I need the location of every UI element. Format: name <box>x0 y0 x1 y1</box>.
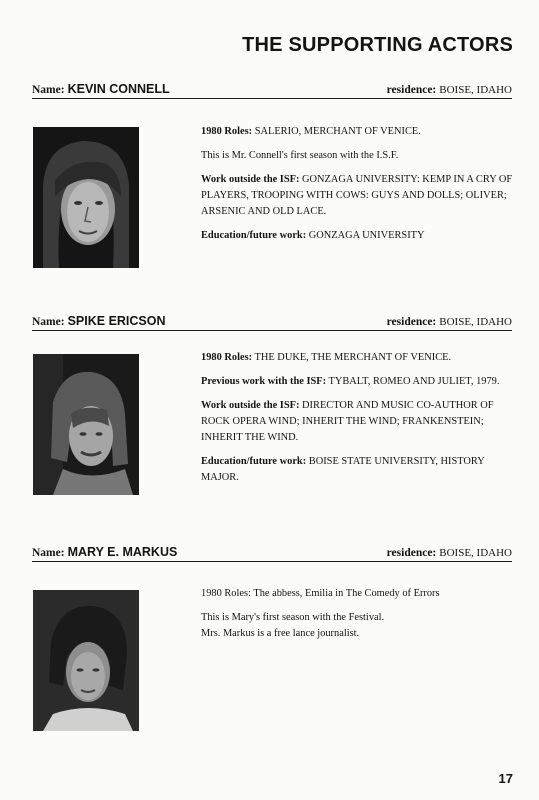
page-number: 17 <box>498 771 513 786</box>
residence-label: residence: <box>386 84 437 96</box>
residence-label: residence: <box>386 316 437 328</box>
actor-name-row <box>32 543 512 562</box>
name-label: Name: <box>32 547 65 559</box>
detail-roles: 1980 Roles: The abbess, Emilia in The Comedy of Errors <box>201 588 440 599</box>
actor-residence: BOISE, IDAHO <box>439 547 512 559</box>
detail-season-note: This is Mary's first season with the Festival. Mrs. Markus is a free lance journalist. <box>201 612 385 639</box>
actor-name: SPIKE ERICSON <box>67 314 166 328</box>
actor-details <box>201 124 513 252</box>
actor-name-row <box>32 80 512 99</box>
actor-name: KEVIN CONNELL <box>67 82 170 96</box>
actor-photo <box>33 590 139 731</box>
page-title: THE SUPPORTING ACTORS <box>242 34 513 56</box>
actor-details <box>201 350 513 494</box>
actor-residence: BOISE, IDAHO <box>439 316 512 328</box>
detail-roles: 1980 Roles: SALERIO, MERCHANT OF VENICE. <box>201 126 421 137</box>
detail-season-note: This is Mr. Connell's first season with the I.S.F. <box>201 150 399 161</box>
detail-work-outside: Work outside the ISF: GONZAGA UNIVERSITY: KEMP IN A CRY OF PLAYERS, TROOPING WITH COWS: GUYS AND DOLLS; OLIVER; ARSENIC AND OLD LACE. <box>201 174 513 217</box>
detail-education: Education/future work: BOISE STATE UNIVERSITY, HISTORY MAJOR. <box>201 456 485 483</box>
detail-work-outside: Work outside the ISF: DIRECTOR AND MUSIC CO-AUTHOR OF ROCK OPERA WIND; INHERIT THE WIND; FRANKENSTEIN; INHERIT THE WIND. <box>201 400 494 443</box>
actor-residence: BOISE, IDAHO <box>439 84 512 96</box>
residence-label: residence: <box>386 547 437 559</box>
detail-roles: 1980 Roles: THE DUKE, THE MERCHANT OF VENICE. <box>201 352 452 363</box>
actor-photo <box>33 127 139 268</box>
actor-details <box>201 586 513 650</box>
actor-name: MARY E. MARKUS <box>67 545 178 559</box>
actor-name-row <box>32 312 512 331</box>
actor-photo <box>33 354 139 495</box>
name-label: Name: <box>32 316 65 328</box>
name-label: Name: <box>32 84 65 96</box>
detail-previous-work: Previous work with the ISF: TYBALT, ROMEO AND JULIET, 1979. <box>201 376 500 387</box>
detail-education: Education/future work: GONZAGA UNIVERSITY <box>201 230 425 241</box>
